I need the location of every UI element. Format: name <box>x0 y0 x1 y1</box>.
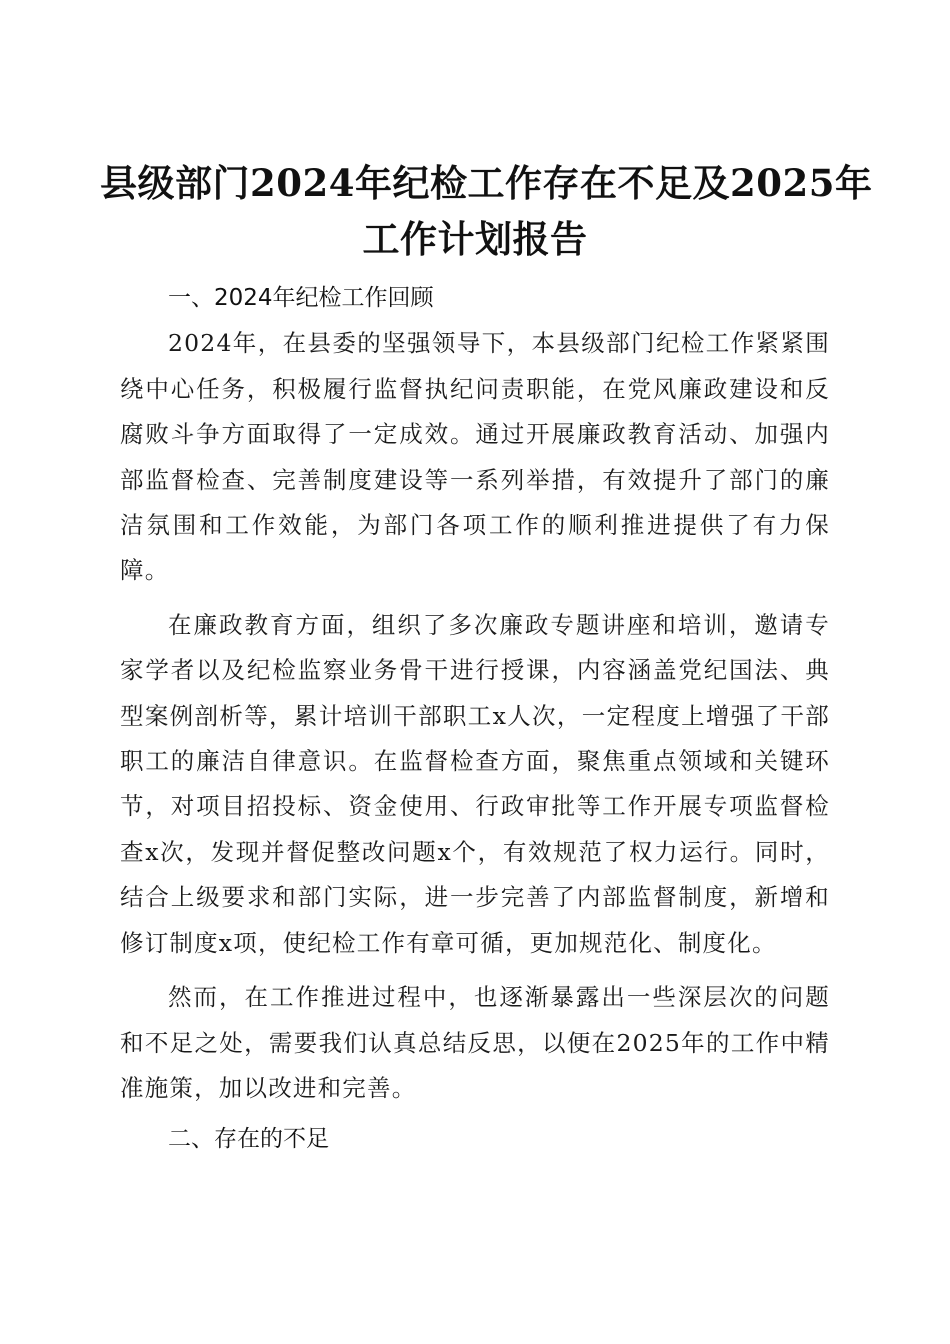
paragraph-overview: 2024年，在县委的坚强领导下，本县级部门纪检工作紧紧围绕中心任务，积极履行监督执纪问责职能，在党风廉政建设和反腐败斗争方面取得了一定成效。通过开展廉政教育活动、加强内部监督检查、完善制度建设等一系列举措，有效提升了部门的廉洁氛围和工作效能，为部门各项工作的顺利推进提供了有力保障。 <box>120 329 830 585</box>
paragraph-transition: 然而，在工作推进过程中，也逐渐暴露出一些深层次的问题和不足之处，需要我们认真总结反思，以便在2025年的工作中精准施策，加以改进和完善。 <box>120 983 830 1102</box>
title-line-1: 县级部门2024年纪检工作存在不足及2025年 <box>100 160 873 205</box>
document-body <box>120 276 830 1163</box>
section-heading-review: 一、2024年纪检工作回顾 <box>168 285 434 311</box>
title-line-2: 工作计划报告 <box>362 216 588 261</box>
document-title <box>100 155 873 267</box>
section-heading-shortcomings: 二、存在的不足 <box>168 1126 329 1153</box>
paragraph-education-supervision: 在廉政教育方面，组织了多次廉政专题讲座和培训，邀请专家学者以及纪检监察业务骨干进行授课，内容涵盖党纪国法、典型案例剖析等，累计培训干部职工x人次，一定程度上增强了干部职工的廉洁自律意识。在监督检查方面，聚焦重点领域和关键环节，对项目招投标、资金使用、行政审批等工作开展专项监督检查x次，发现并督促整改问题x个，有效规范了权力运行。同时，结合上级要求和部门实际，进一步完善了内部监督制度，新增和修订制度x项，使纪检工作有章可循，更加规范化、制度化。 <box>120 610 830 957</box>
